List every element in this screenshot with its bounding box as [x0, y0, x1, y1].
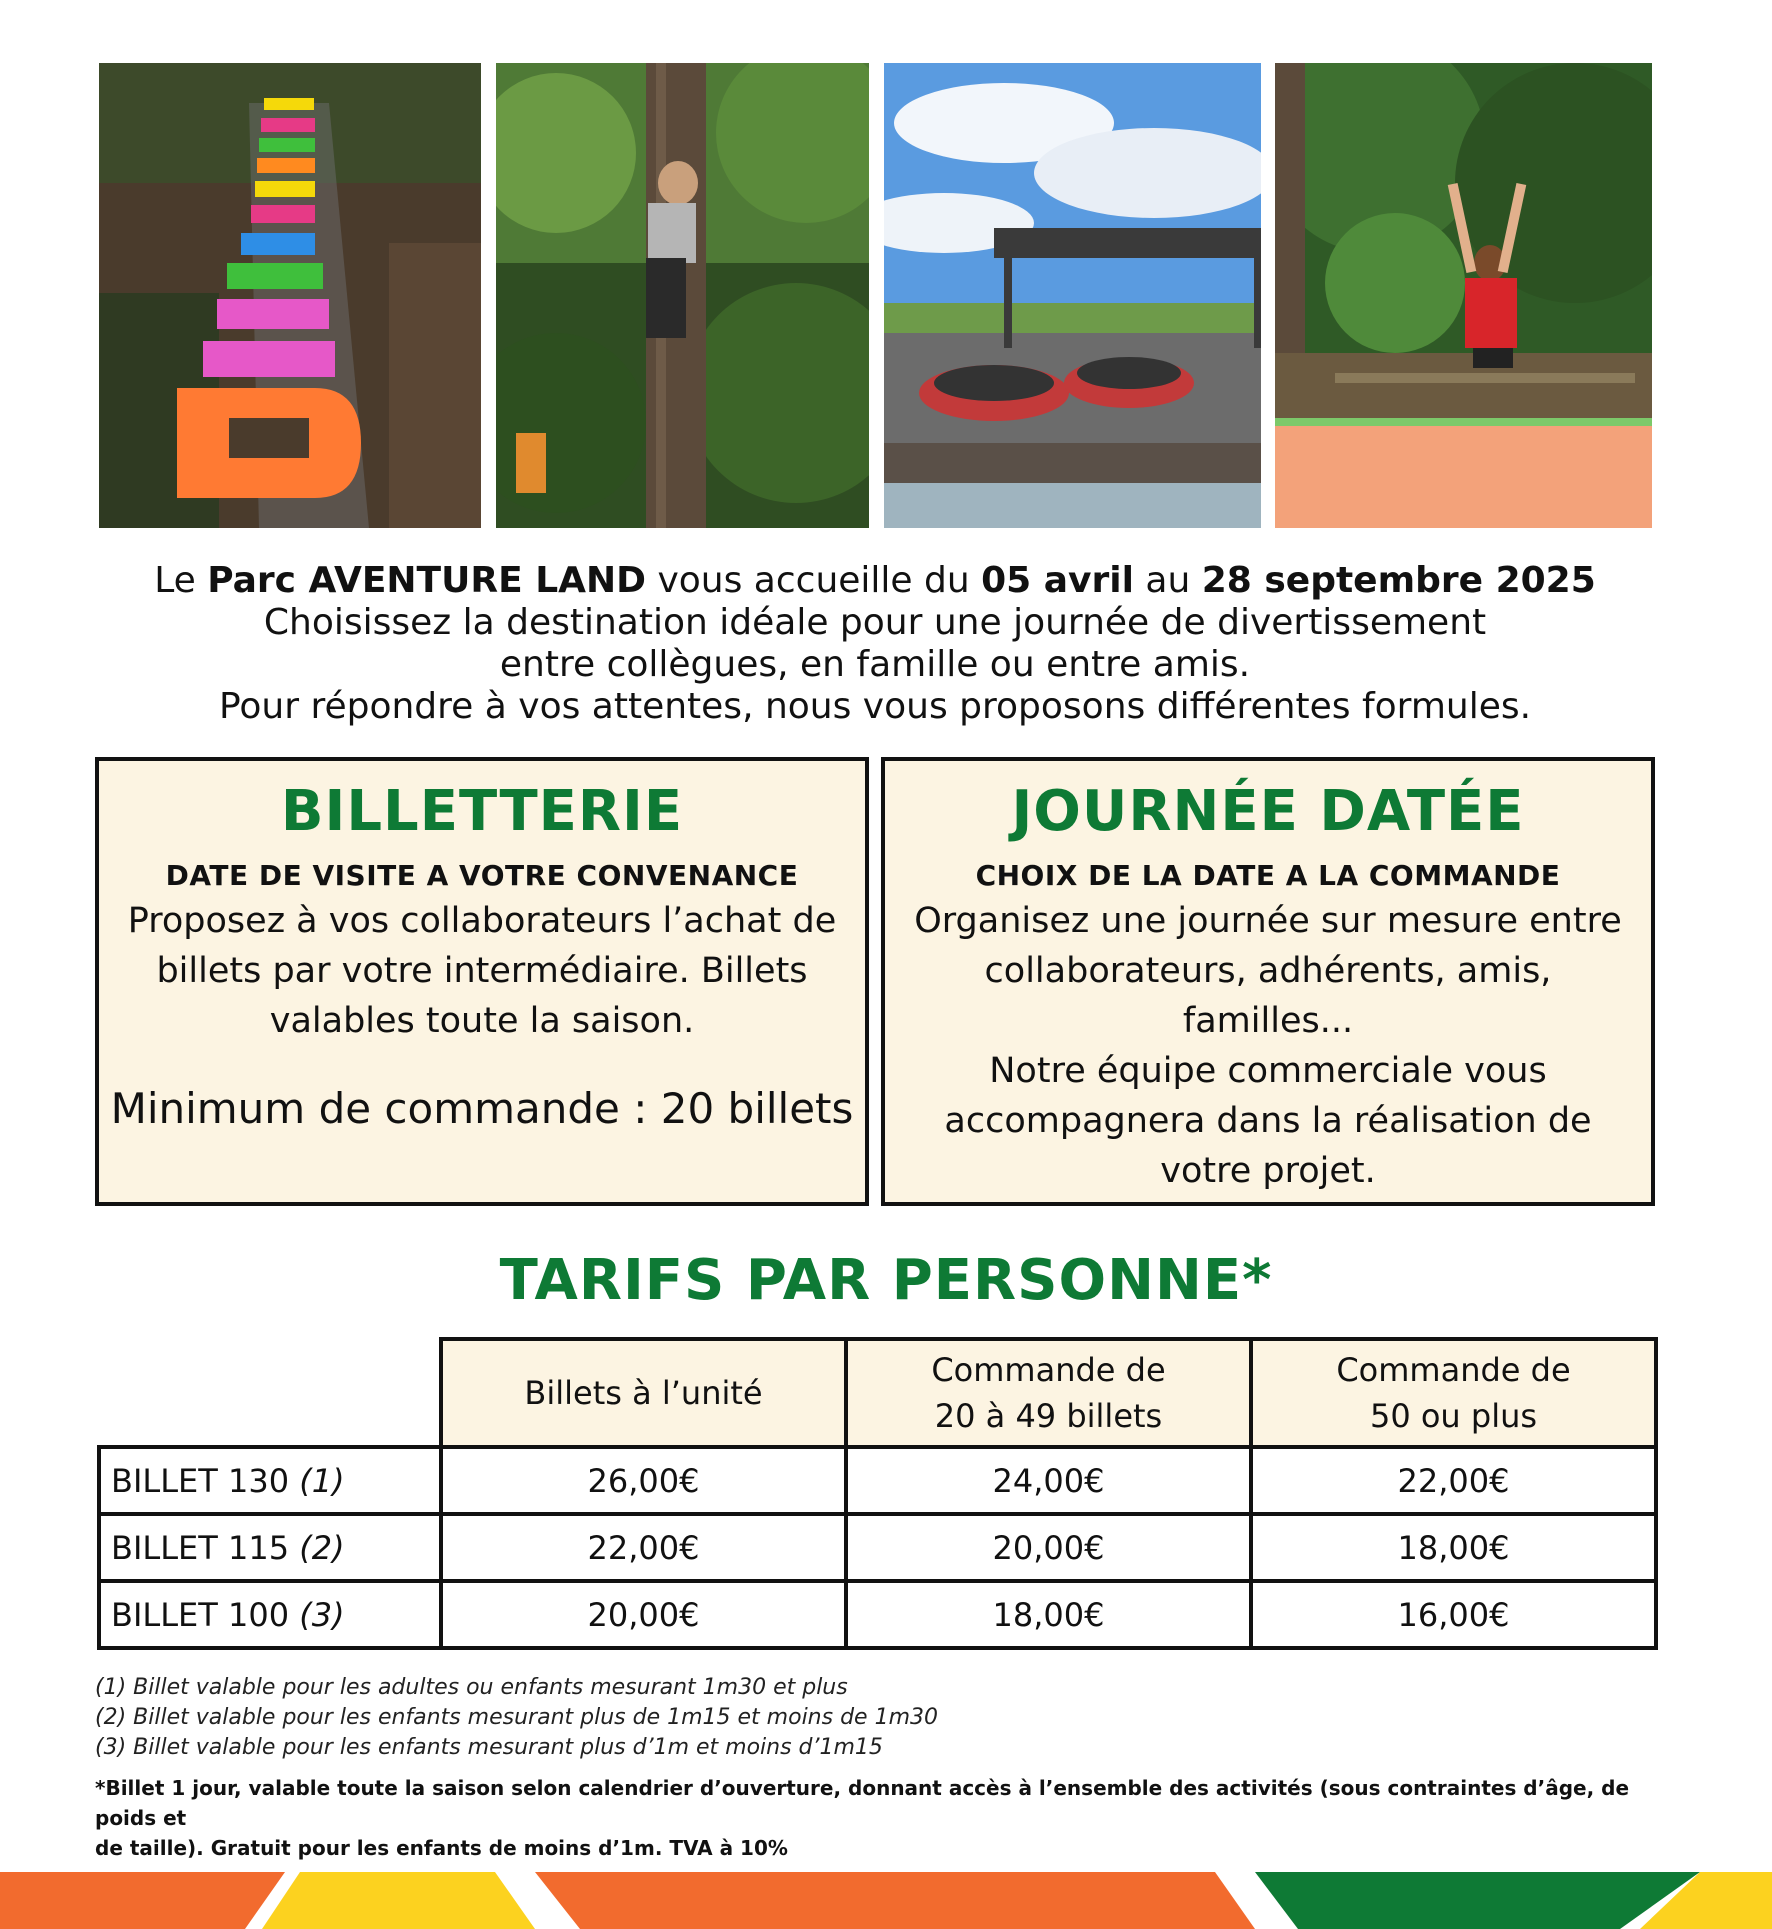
- price-cell: 24,00€: [846, 1447, 1251, 1514]
- deco-orange-center: [535, 1872, 1255, 1929]
- price-cell: 20,00€: [441, 1581, 846, 1648]
- journee-text-5: accompagnera dans la réalisation de: [944, 1101, 1592, 1141]
- deco-yellow-left: [262, 1872, 535, 1929]
- price-table-header: [99, 1339, 1656, 1447]
- journee-text-2: collaborateurs, adhérents, amis,: [984, 951, 1552, 991]
- header-order-20-49-line-1: Commande de: [931, 1351, 1166, 1389]
- photo-leap-of-faith: [1275, 63, 1652, 528]
- header-order-50-plus: [1251, 1339, 1656, 1447]
- photo-bumper-boats: [884, 63, 1261, 528]
- footnote-2: (2) Billet valable pour les enfants mesurant plus de 1m15 et moins de 1m30: [95, 1705, 938, 1730]
- intro-mid: vous accueille du: [646, 560, 982, 601]
- header-unit-tickets-label: Billets à l’unité: [524, 1374, 763, 1412]
- header-empty-cell: [99, 1339, 441, 1447]
- header-order-50-plus-line-2: 50 ou plus: [1369, 1397, 1538, 1435]
- journee-text-4: Notre équipe commerciale vous: [989, 1051, 1547, 1091]
- header-order-50-plus-line-1: Commande de: [1336, 1351, 1571, 1389]
- photo-tree-climb: [496, 63, 869, 528]
- photo-letters-bridge-image: [99, 63, 481, 528]
- header-order-20-49: [846, 1339, 1251, 1447]
- table-row: [99, 1447, 1656, 1514]
- billet-100-label: BILLET 100: [111, 1595, 300, 1634]
- tarifs-title: TARIFS PAR PERSONNE*: [499, 1248, 1273, 1313]
- price-cell: 16,00€: [1251, 1581, 1656, 1648]
- journee-text-6: votre projet.: [1160, 1151, 1376, 1191]
- intro-line-1: [100, 560, 1650, 602]
- intro-to: au: [1133, 560, 1202, 601]
- deco-orange-left: [0, 1872, 285, 1929]
- billet-130-label: BILLET 130: [111, 1461, 300, 1500]
- intro-prefix: Le: [154, 560, 208, 601]
- journee-title: JOURNÉE DATÉE: [1011, 779, 1525, 844]
- price-table: [97, 1337, 1658, 1650]
- legal-footer-line-1: *Billet 1 jour, valable toute la saison selon calendrier d’ouverture, donnant accès à l’ensemble des activités (sous contraintes d’âge, de poids et: [95, 1776, 1630, 1830]
- photo-leap-of-faith-image: [1275, 63, 1652, 528]
- billetterie-box: [95, 757, 869, 1206]
- intro-line-2: Choisissez la destination idéale pour une journée de divertissement: [263, 602, 1487, 643]
- row-label-billet-130: [99, 1447, 441, 1514]
- billet-130-note: (1): [299, 1461, 345, 1500]
- journee-text-3: familles...: [1182, 1001, 1354, 1041]
- intro-line-4: Pour répondre à vos attentes, nous vous proposons différentes formules.: [218, 686, 1532, 727]
- photo-tree-climb-image: [496, 63, 869, 528]
- season-end-date: 28 septembre 2025: [1201, 560, 1596, 601]
- table-row: [99, 1581, 1656, 1648]
- billetterie-subtitle: DATE DE VISITE A VOTRE CONVENANCE: [165, 859, 799, 892]
- billetterie-text-1: Proposez à vos collaborateurs l’achat de: [127, 901, 837, 941]
- minimum-order: Minimum de commande : 20 billets: [110, 1084, 854, 1133]
- billet-100-note: (3): [299, 1595, 345, 1634]
- journee-text-1: Organisez une journée sur mesure entre: [914, 901, 1622, 941]
- photo-bumper-boats-image: [884, 63, 1261, 528]
- legal-footer: [95, 1773, 1655, 1863]
- journee-datee-box: [881, 757, 1655, 1206]
- billet-115-note: (2): [299, 1528, 345, 1567]
- price-cell: 18,00€: [1251, 1514, 1656, 1581]
- billetterie-text-3: valables toute la saison.: [269, 1001, 695, 1041]
- photo-letters-bridge: [99, 63, 481, 528]
- footnote-3: (3) Billet valable pour les enfants mesurant plus d’1m et moins d’1m15: [95, 1735, 883, 1760]
- table-row: [99, 1514, 1656, 1581]
- price-cell: 22,00€: [1251, 1447, 1656, 1514]
- decorative-bottom-band: [0, 1872, 1772, 1929]
- journee-subtitle: CHOIX DE LA DATE A LA COMMANDE: [975, 859, 1561, 892]
- header-unit-tickets: [441, 1339, 846, 1447]
- billet-115-label: BILLET 115: [111, 1528, 300, 1567]
- header-order-20-49-line-2: 20 à 49 billets: [934, 1397, 1163, 1435]
- price-cell: 18,00€: [846, 1581, 1251, 1648]
- row-label-billet-115: [99, 1514, 441, 1581]
- billetterie-text-2: billets par votre intermédiaire. Billets: [156, 951, 808, 991]
- season-start-date: 05 avril: [981, 560, 1134, 601]
- intro-text: [100, 560, 1650, 728]
- price-cell: 26,00€: [441, 1447, 846, 1514]
- footnotes: [95, 1673, 938, 1763]
- park-name: Parc AVENTURE LAND: [207, 560, 647, 601]
- deco-green-right: [1255, 1872, 1700, 1929]
- row-label-billet-100: [99, 1581, 441, 1648]
- billetterie-title: BILLETTERIE: [280, 779, 684, 844]
- legal-footer-line-2: de taille). Gratuit pour les enfants de moins d’1m. TVA à 10%: [95, 1836, 788, 1860]
- intro-line-3: entre collègues, en famille ou entre amis.: [499, 644, 1251, 685]
- price-cell: 22,00€: [441, 1514, 846, 1581]
- price-cell: 20,00€: [846, 1514, 1251, 1581]
- footnote-1: (1) Billet valable pour les adultes ou enfants mesurant 1m30 et plus: [95, 1675, 848, 1700]
- journee-description: [885, 896, 1651, 1196]
- billetterie-description: [99, 896, 865, 1046]
